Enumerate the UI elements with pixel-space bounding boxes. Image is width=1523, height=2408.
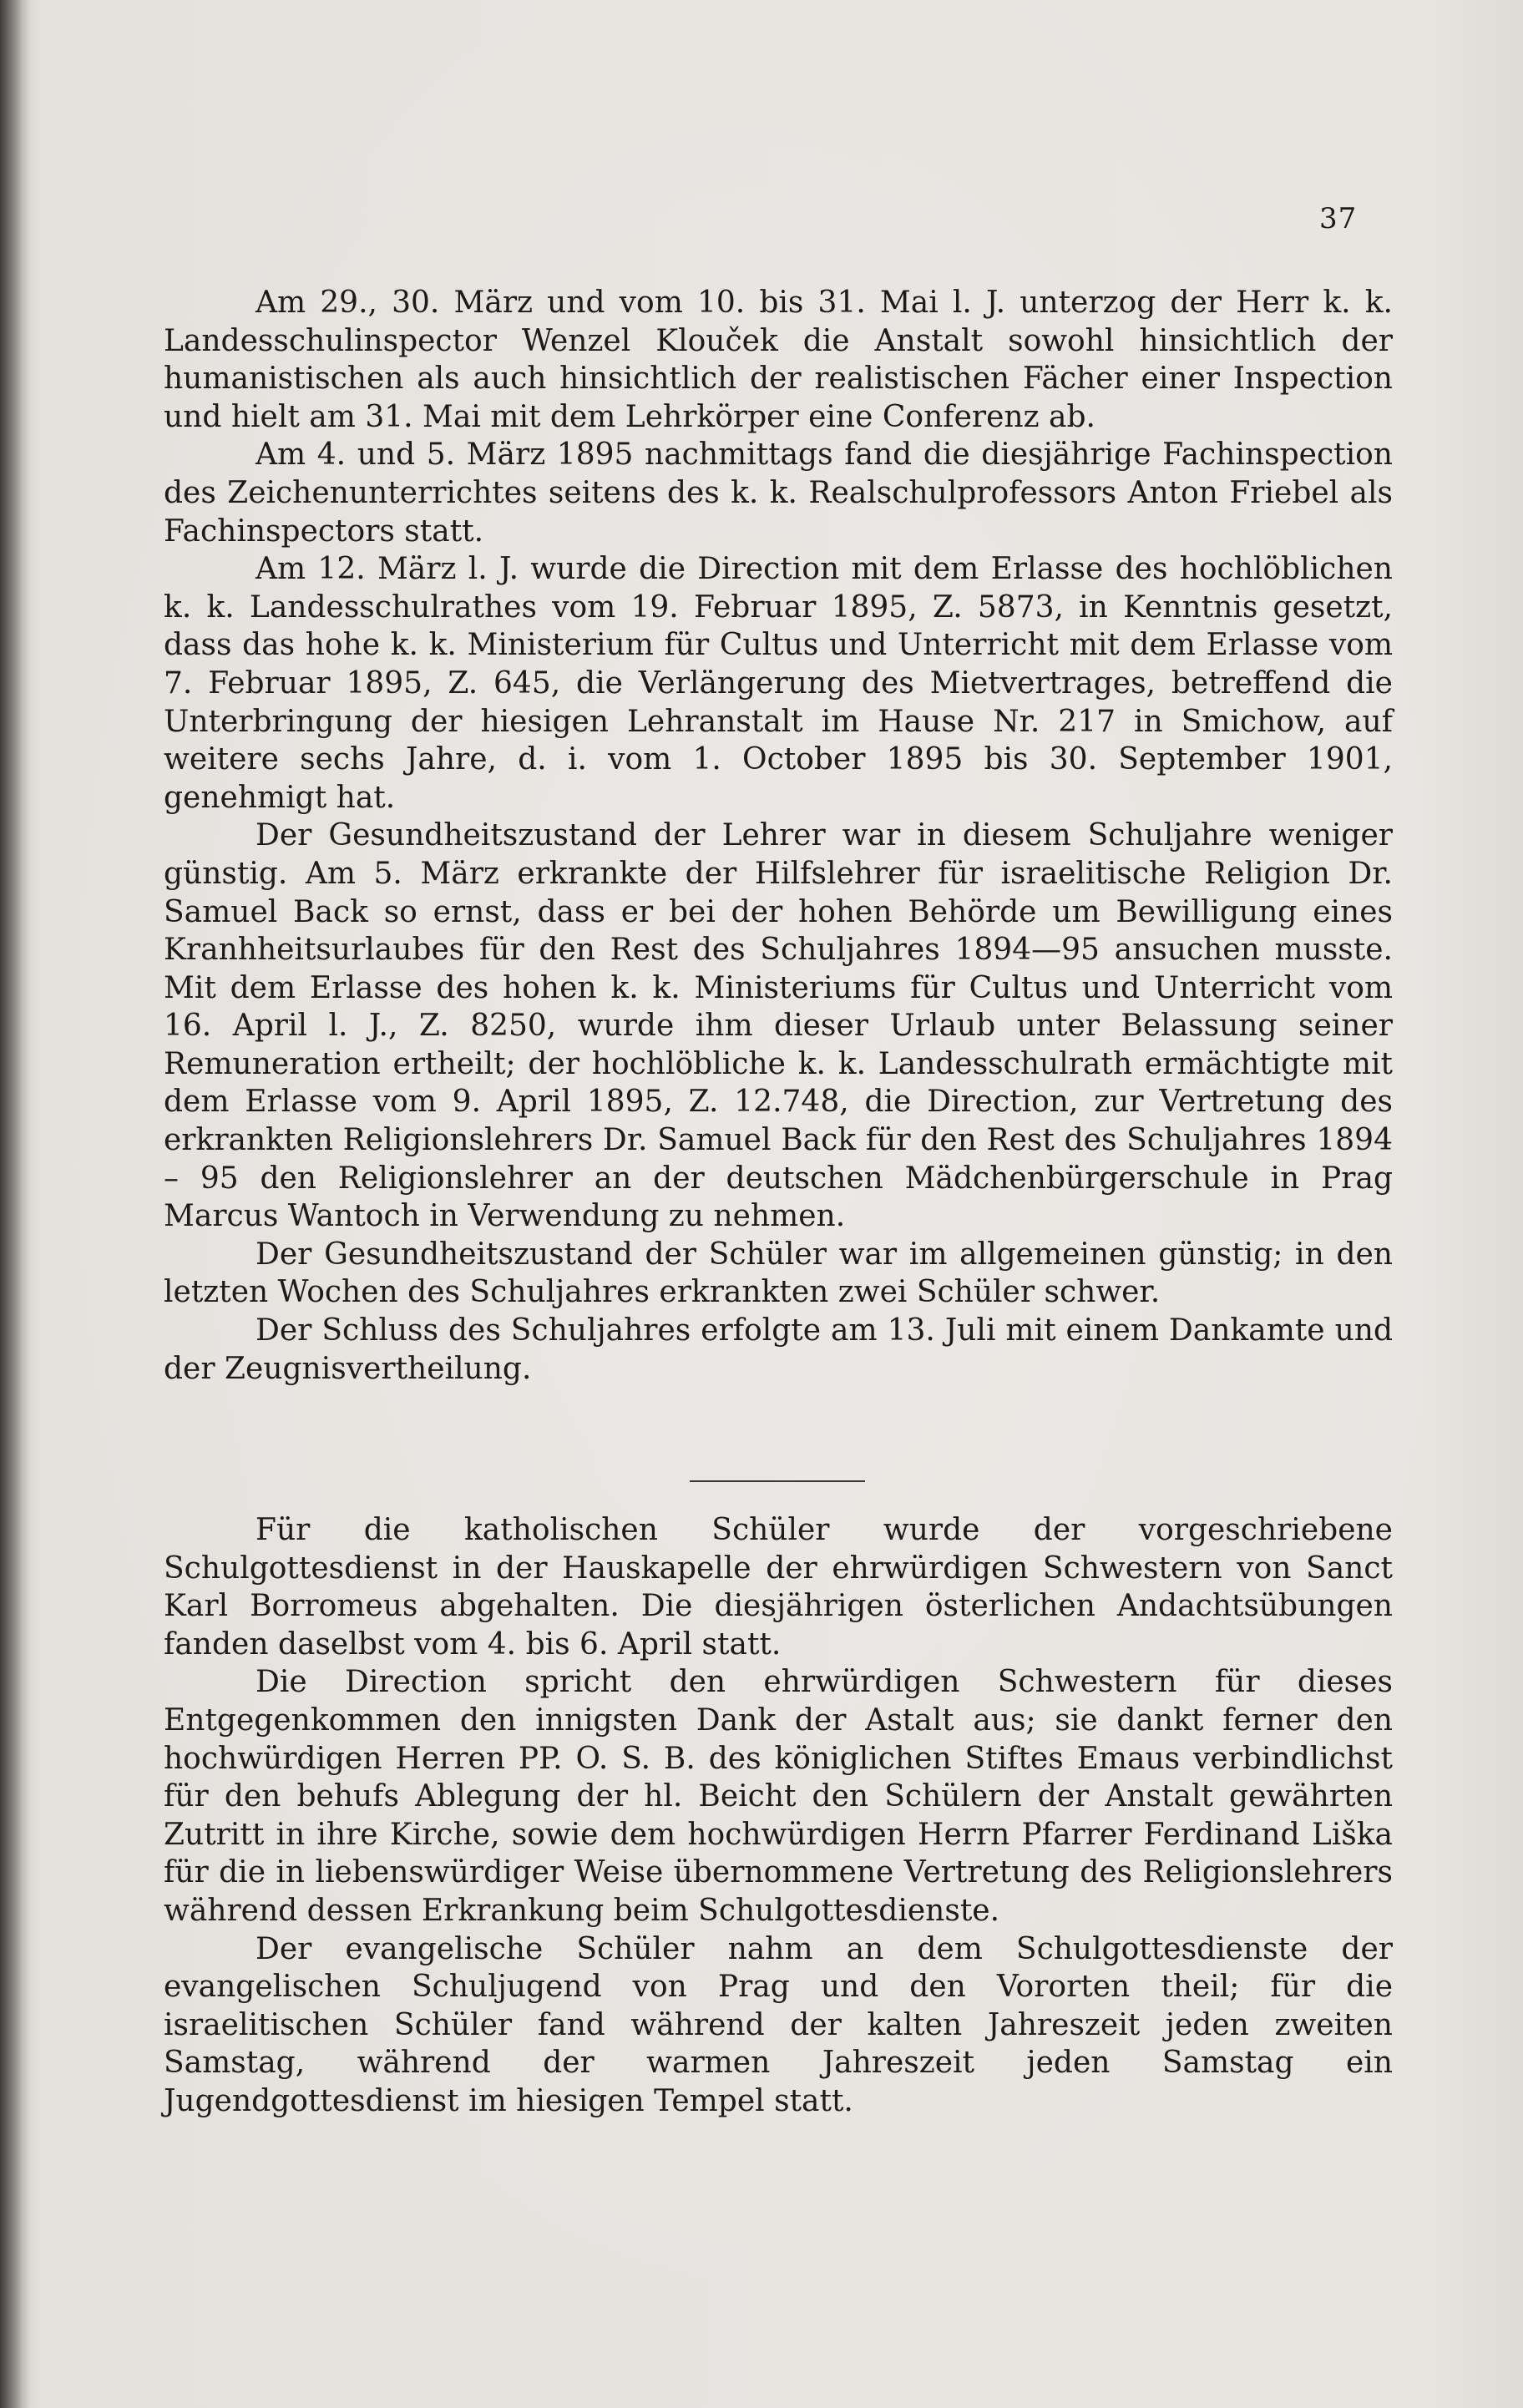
page-number: 37 xyxy=(1319,202,1358,235)
section-religious-services xyxy=(164,1511,1393,2121)
paragraph-gratitude: Die Direction spricht den ehrwürdigen Schwestern für dieses Entgegenkommen den innigsten Dank der Astalt aus; sie dankt ferner den hochwürdigen Herren PP. O. S. B. des königlichen Stiftes Emaus verbindlichst für den behufs Ablegung der hl. Beicht den Schülern der Anstalt gewährten Zutritt in ihre Kirche, sowie dem hochwürdigen Herrn Pfarrer Ferdinand Liška für die in liebenswürdiger Weise übernommene Vertretung des Religionslehrers während dessen Erkrankung beim Schulgottesdienste. xyxy=(164,1665,1393,1928)
paragraph-school-year-end: Der Schluss des Schuljahres erfolgte am 13. Juli mit einem Dankamte und der Zeugnisvertheilung. xyxy=(164,1313,1393,1386)
section-school-administration xyxy=(164,284,1393,1388)
binding-gutter-shadow xyxy=(0,0,30,2408)
paragraph-drawing-inspection: Am 4. und 5. März 1895 nachmittags fand die diesjährige Fachinspection des Zeichenunterrichtes seitens des k. k. Realschulprofessors Anton Friebel als Fachinspectors statt. xyxy=(164,438,1393,549)
paragraph-inspection: Am 29., 30. März und vom 10. bis 31. Mai l. J. unterzog der Herr k. k. Landesschulinspector Wenzel Klouček die Anstalt sowohl hinsichtlich der humanistischen als auch hinsichtlich der realistischen Fächer einer Inspection und hielt am 31. Mai mit dem Lehrkörper eine Conferenz ab. xyxy=(164,286,1393,434)
paragraph-student-health: Der Gesundheitszustand der Schüler war im allgemeinen günstig; in den letzten Wochen des Schuljahres erkrankten zwei Schüler schwer. xyxy=(164,1237,1393,1310)
paragraph-other-services: Der evangelische Schüler nahm an dem Schulgottesdienste der evangelischen Schuljugend von Prag und den Vororten theil; für die israelitischen Schüler fand während der kalten Jahreszeit jeden zweiten Samstag, während der warmen Jahreszeit jeden Samstag ein Jugendgottesdienst im hiesigen Tempel statt. xyxy=(164,1931,1393,2118)
paragraph-teacher-health: Der Gesundheitszustand der Lehrer war in diesem Schuljahre weniger günstig. Am 5. März erkrankte der Hilfslehrer für israelitische Religion Dr. Samuel Back so ernst, dass er bei der hohen Behörde um Bewilligung eines Kranhheitsurlaubes für den Rest des Schuljahres 1894—95 ansuchen musste. Mit dem Erlasse des hohen k. k. Ministeriums für Cultus und Unterricht vom 16. April l. J., Z. 8250, wurde ihm dieser Urlaub unter Belassung seiner Remuneration ertheilt; der hochlöbliche k. k. Landesschulrath ermächtigte mit dem Erlasse vom 9. April 1895, Z. 12.748, die Direction, zur Vertretung des erkrankten Religionslehrers Dr. Samuel Back für den Rest des Schuljahres 1894 – 95 den Religionslehrer an der deutschen Mädchenbürgerschule in Prag Marcus Wantoch in Verwendung zu nehmen. xyxy=(164,818,1393,1234)
section-divider xyxy=(690,1480,865,1482)
paragraph-lease-extension: Am 12. März l. J. wurde die Direction mit dem Erlasse des hochlöblichen k. k. Landesschulrathes vom 19. Februar 1895, Z. 5873, in Kenntnis gesetzt, dass das hohe k. k. Ministerium für Cultus und Unterricht mit dem Erlasse vom 7. Februar 1895, Z. 645, die Verlängerung des Mietvertrages, betreffend die Unterbringung der hiesigen Lehranstalt im Hause Nr. 217 in Smichow, auf weitere sechs Jahre, d. i. vom 1. October 1895 bis 30. September 1901, genehmigt hat. xyxy=(164,552,1393,815)
paragraph-catholic-service: Für die katholischen Schüler wurde der vorgeschriebene Schulgottesdienst in der Hauskapelle der ehrwürdigen Schwestern von Sanct Karl Borromeus abgehalten. Die diesjährigen österlichen Andachtsübungen fanden daselbst vom 4. bis 6. April statt. xyxy=(164,1513,1393,1662)
